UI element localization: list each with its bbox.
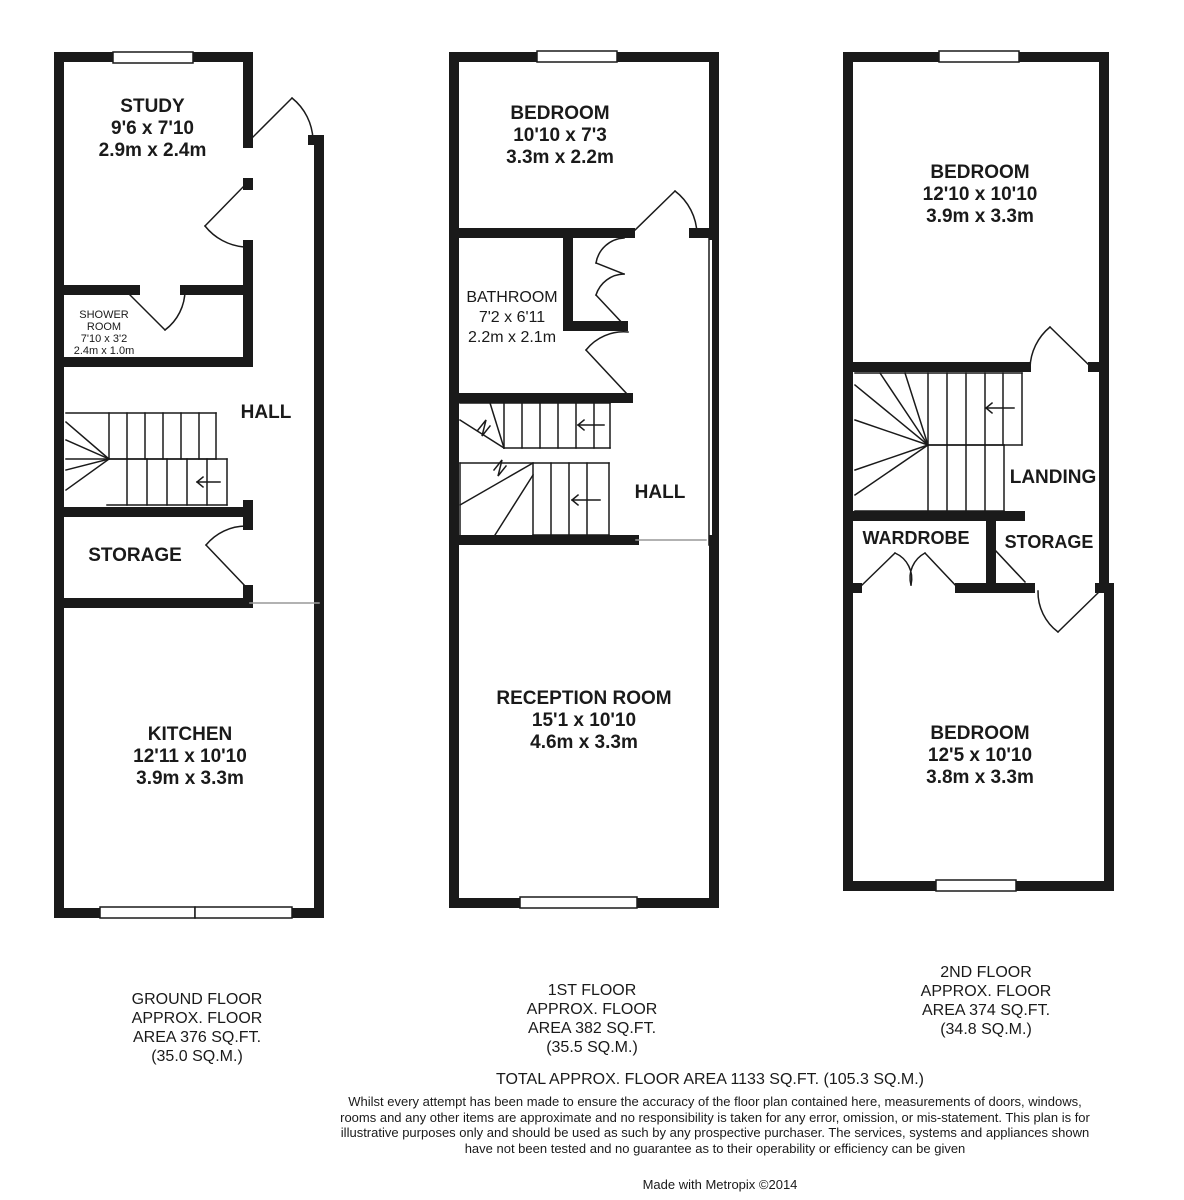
room-label-storage [70,545,200,567]
room-size-imperial: 9'6 x 7'10 [111,118,194,139]
room-label-landing [1004,467,1102,489]
room-size-metric: 2.9m x 2.4m [98,140,207,161]
area-line: (34.8 SQ.M.) [940,1021,1032,1038]
room-name: SHOWER [79,309,129,321]
room-label-shower-room [62,309,146,357]
disclaimer-text: Whilst every attempt has been made to ensure the accuracy of the floor plan contained here, measurements of doors, windows, rooms and any other items are approximate and no responsibility is taken for any error, omission, or mis-statement. This plan is for illustrative purposes only and should be used as such by any prospective purchaser. The services, systems and appliances shown have not been tested and no guarantee as to their operability or efficiency can be given [340,1094,1090,1156]
room-name: ROOM [86,321,122,333]
room-size-imperial: 12'10 x 10'10 [922,184,1038,205]
first-floor-area [492,981,692,1057]
area-line: AREA 382 SQ.FT. [527,1020,657,1037]
room-size-metric: 3.3m x 2.2m [506,147,614,168]
area-line: APPROX. FLOOR [920,983,1052,1000]
room-size-imperial: 7'10 x 3'2 [80,333,128,345]
room-name: KITCHEN [147,724,233,745]
room-size-imperial: 15'1 x 10'10 [531,710,637,731]
room-name: STUDY [120,96,185,117]
room-size-metric: 3.9m x 3.3m [926,206,1034,227]
room-label-bedroom-first [470,103,650,169]
room-name: BEDROOM [510,103,610,124]
room-label-wardrobe [853,527,979,549]
room-name: LANDING [1009,467,1097,488]
room-name: STORAGE [1004,532,1094,552]
area-line: (35.5 SQ.M.) [546,1039,638,1056]
room-label-reception [464,688,704,754]
area-line: (35.0 SQ.M.) [151,1048,243,1065]
area-line: 1ST FLOOR [547,982,637,999]
area-line: AREA 376 SQ.FT. [132,1029,262,1046]
room-label-study [70,96,235,162]
room-size-imperial: 10'10 x 7'3 [513,125,607,146]
total-floor-area: TOTAL APPROX. FLOOR AREA 1133 SQ.FT. (105.3 SQ.M.) [496,1071,924,1088]
ground-floor-area [97,990,297,1066]
room-size-imperial: 12'11 x 10'10 [133,746,247,767]
room-size-metric: 2.4m x 1.0m [73,345,135,357]
room-label-bedroom-second-top [880,162,1080,228]
room-name: BEDROOM [930,162,1030,183]
room-size-imperial: 7'2 x 6'11 [478,309,546,326]
room-name: BEDROOM [930,723,1030,744]
first-floor-walls [454,57,714,903]
made-with-credit: Made with Metropix ©2014 [642,1177,798,1192]
room-name: RECEPTION ROOM [496,688,672,709]
room-name: HALL [240,402,292,423]
room-label-hall-first [620,482,700,504]
area-line: APPROX. FLOOR [526,1001,658,1018]
room-size-metric: 4.6m x 3.3m [530,732,638,753]
room-size-imperial: 12'5 x 10'10 [927,745,1033,766]
room-label-bedroom-second-bottom [880,723,1080,789]
second-floor-area [886,963,1086,1039]
area-line: GROUND FLOOR [131,991,263,1008]
room-size-metric: 3.8m x 3.3m [926,767,1034,788]
area-line: AREA 374 SQ.FT. [921,1002,1051,1019]
room-name: STORAGE [88,545,182,566]
room-label-bathroom [456,288,568,348]
room-label-storage-second [996,531,1102,553]
room-label-hall [226,402,306,424]
area-line: APPROX. FLOOR [131,1010,263,1027]
room-name: WARDROBE [862,528,970,548]
room-label-kitchen [90,724,290,790]
room-name: HALL [634,482,686,503]
first-floor-details [460,51,712,908]
area-line: 2ND FLOOR [940,964,1032,981]
room-size-metric: 2.2m x 2.1m [467,329,557,346]
room-size-metric: 3.9m x 3.3m [136,768,244,789]
room-name: BATHROOM [466,289,558,306]
